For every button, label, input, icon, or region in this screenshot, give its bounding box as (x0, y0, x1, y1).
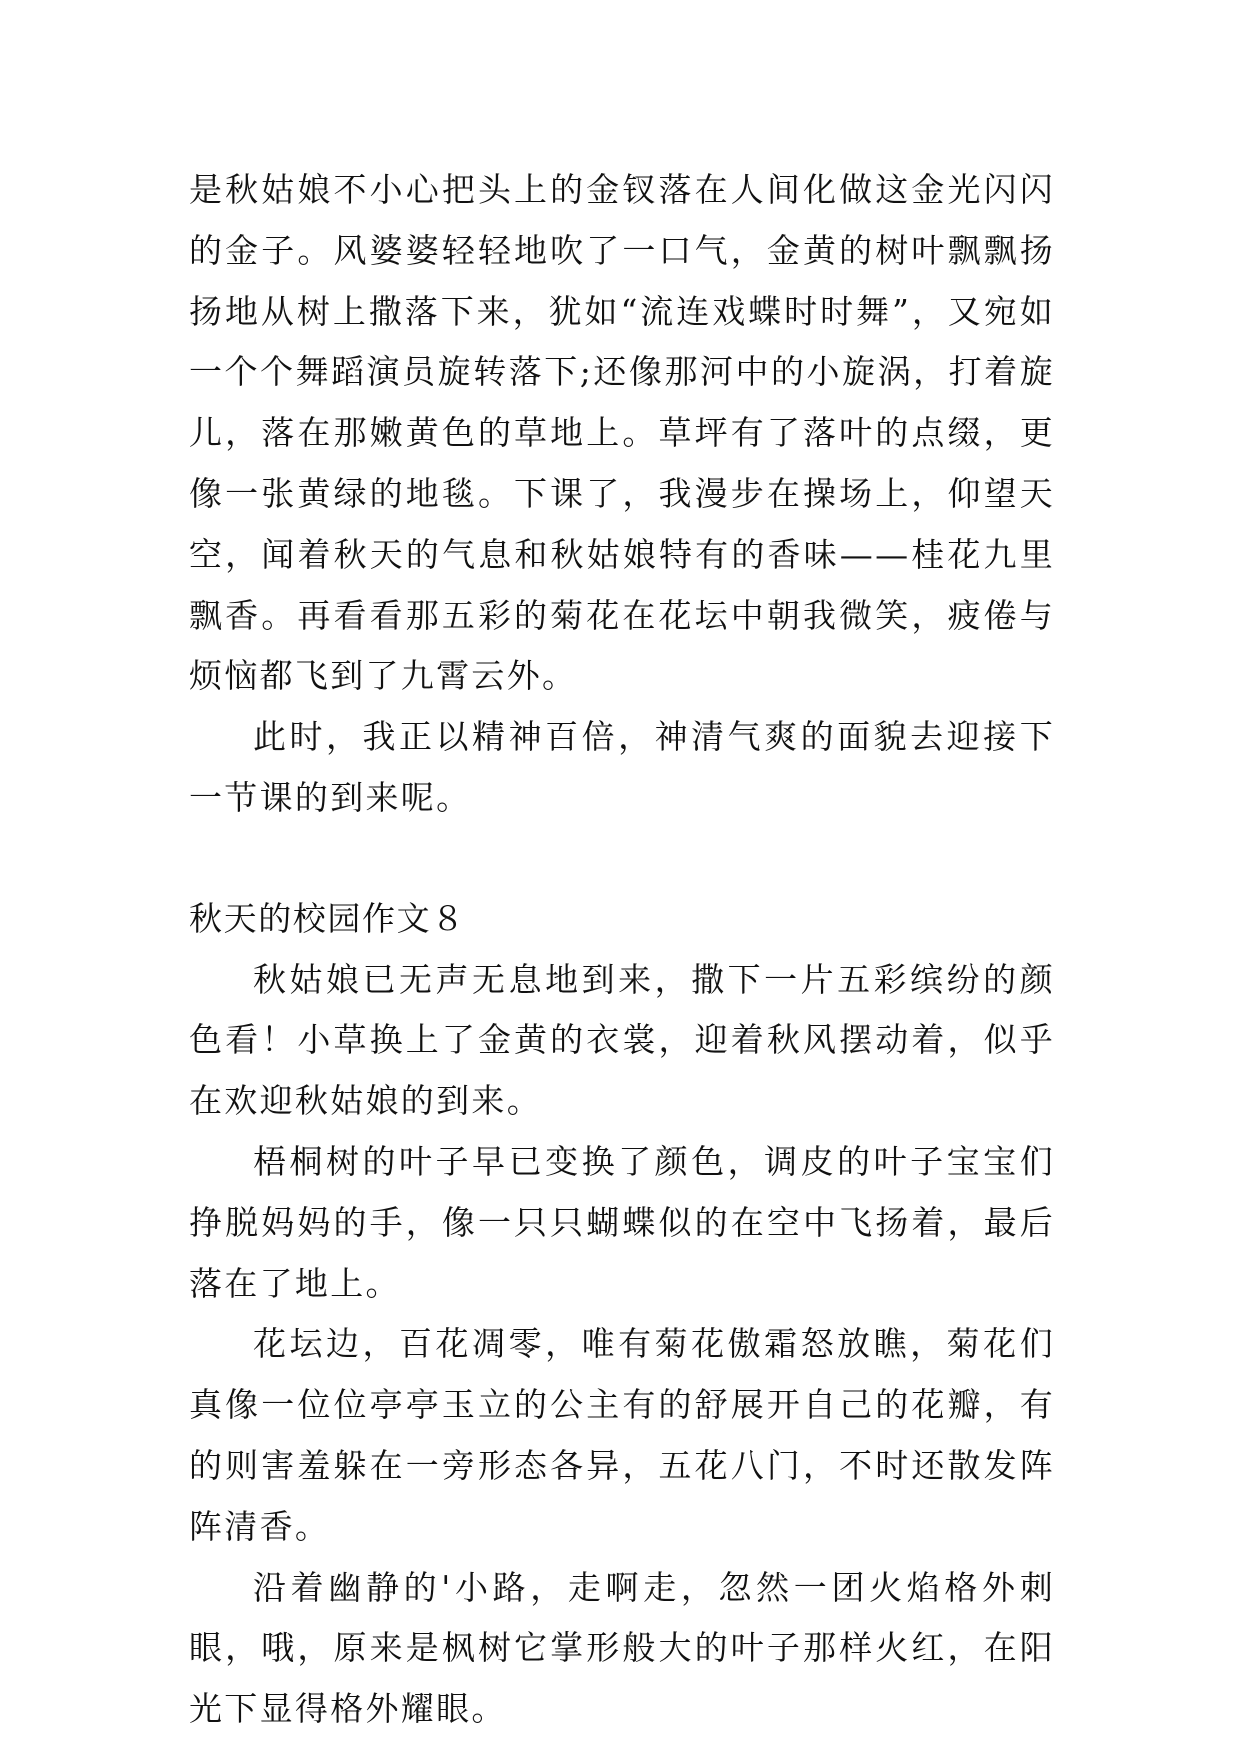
continuation-paragraph: 是秋姑娘不小心把头上的金钗落在人间化做这金光闪闪的金子。风婆婆轻轻地吹了一口气，金黄的树叶飘飘扬扬地从树上撒落下来，犹如“流连戏蝶时时舞”，又宛如一个个舞蹈演员旋转落下;还像那河中的小旋涡，打着旋儿，落在那嫩黄色的草地上。草坪有了落叶的点缀，更像一张黄绿的地毯。下课了，我漫步在操场上，仰望天空，闻着秋天的气息和秋姑娘特有的香味——桂花九里飘香。再看看那五彩的菊花在花坛中朝我微笑，疲倦与烦恼都飞到了九霄云外。 (189, 170, 1055, 696)
essay-paragraph-1: 秋姑娘已无声无息地到来，撒下一片五彩缤纷的颜色看！小草换上了金黄的衣裳，迎着秋风摆动着，似乎在欢迎秋姑娘的到来。 (189, 959, 1055, 1121)
essay-title: 秋天的校园作文８ (189, 898, 466, 938)
document-page (189, 160, 1055, 1740)
essay-paragraph-4: 沿着幽静的'小路，走啊走，忽然一团火焰格外刺眼，哦，原来是枫树它掌形般大的叶子那样火红，在阳光下显得格外耀眼。 (189, 1567, 1055, 1729)
closing-paragraph: 此时，我正以精神百倍，神清气爽的面貌去迎接下一节课的到来呢。 (189, 717, 1055, 817)
essay-paragraph-2: 梧桐树的叶子早已变换了颜色，调皮的叶子宝宝们挣脱妈妈的手，像一只只蝴蝶似的在空中飞扬着，最后落在了地上。 (189, 1141, 1055, 1303)
essay-paragraph-3: 花坛边，百花凋零，唯有菊花傲霜怒放瞧，菊花们真像一位位亭亭玉立的公主有的舒展开自己的花瓣，有的则害羞躲在一旁形态各异，五花八门，不时还散发阵阵清香。 (189, 1324, 1055, 1546)
